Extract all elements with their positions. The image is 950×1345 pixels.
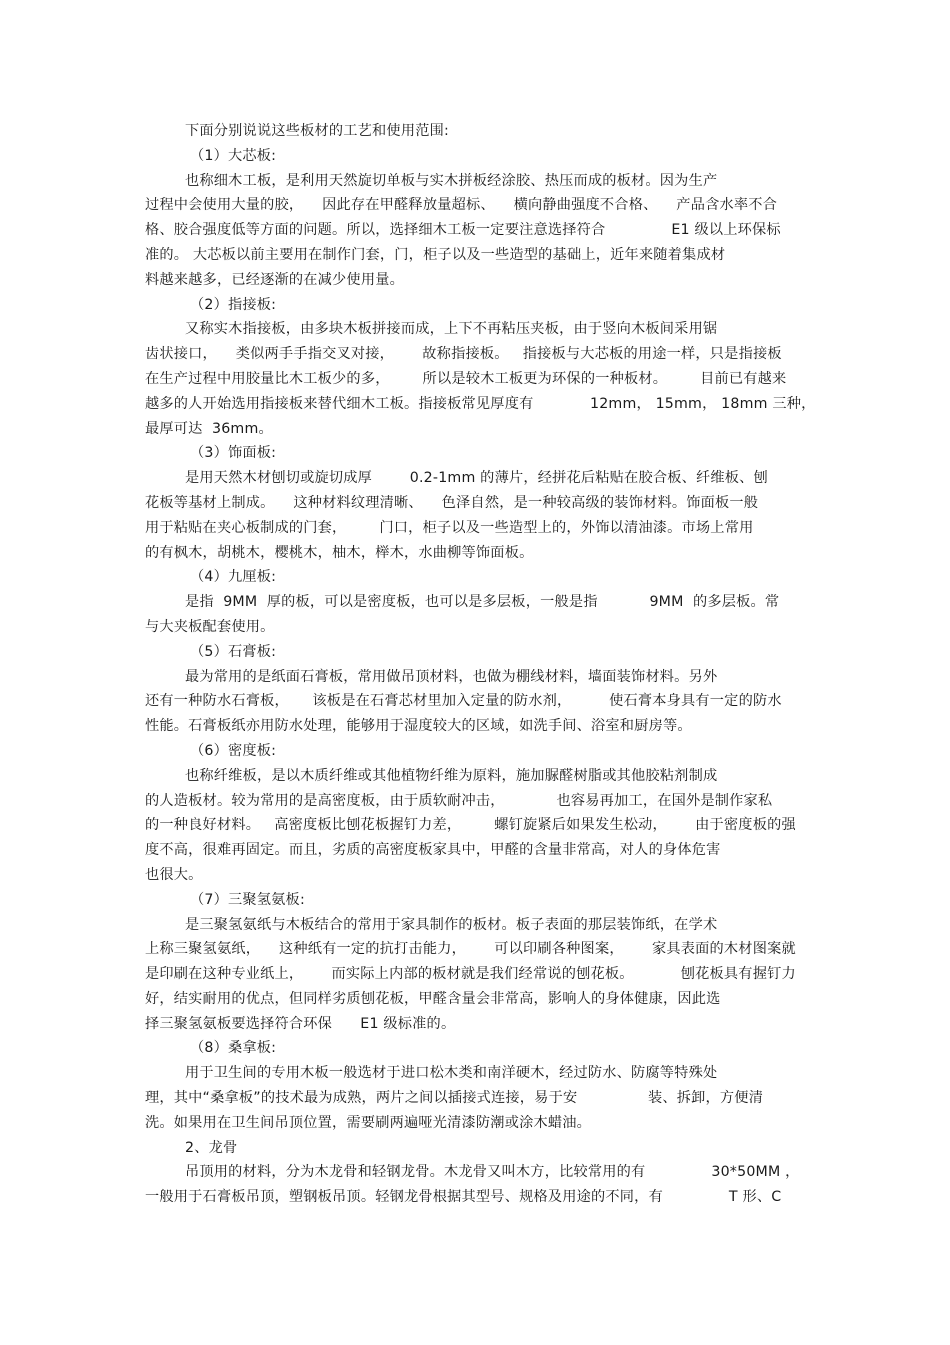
text-line: 一般用于石膏板吊顶，塑钢板吊顶。轻钢龙骨根据其型号、规格及用途的不同，有 T 形、C xyxy=(145,1189,782,1206)
text-line: 还有一种防水石膏板， 该板是在石膏芯材里加入定量的防水剂， 使石膏本身具有一定的防水 xyxy=(145,693,782,710)
text-line: 也很大。 xyxy=(145,866,203,883)
section-heading: （4）九厘板: xyxy=(190,569,277,586)
section-heading: （3）饰面板: xyxy=(190,445,277,462)
text-line: 是印刷在这种专业纸上， 而实际上内部的板材就是我们经常说的刨花板。 刨花板具有握钉力 xyxy=(145,966,796,983)
text-line: 最厚可达 36mm。 xyxy=(145,420,273,437)
text-line: 的一种良好材料。 高密度板比刨花板握钉力差， 螺钉旋紧后如果发生松动， 由于密度板的强 xyxy=(145,817,796,834)
text-line: 齿状接口， 类似两手手指交叉对接， 故称指接板。 指接板与大芯板的用途一样，只是指接板 xyxy=(145,346,782,363)
text-line: 也称纤维板，是以木质纤维或其他植物纤维为原料，施加脲醛树脂或其他胶粘剂制成 xyxy=(185,767,718,784)
text-line: 的人造板材。较为常用的是高密度板，由于质软耐冲击， 也容易再加工，在国外是制作家私 xyxy=(145,792,773,809)
text-line: 也称细木工板，是利用天然旋切单板与实木拼板经涂胶、热压而成的板材。因为生产 xyxy=(185,172,718,189)
text-line: 度不高，很难再固定。而且，劣质的高密度板家具中，甲醛的含量非常高，对人的身体危害 xyxy=(145,842,721,859)
document-body xyxy=(145,119,816,1210)
section-heading: （5）石膏板: xyxy=(190,643,277,660)
section-heading: （6）密度板: xyxy=(190,742,277,759)
text-line: 越多的人开始选用指接板来替代细木工板。指接板常见厚度有 12mm， 15mm， 18mm 三种， xyxy=(145,395,816,412)
text-line: 准的。 大芯板以前主要用在制作门套，门，柜子以及一些造型的基础上，近年来随着集成材 xyxy=(145,246,726,263)
text-line: 的有枫木，胡桃木，樱桃木，柚木，榉木，水曲柳等饰面板。 xyxy=(145,544,534,561)
section-heading: （2）指接板: xyxy=(190,296,277,313)
text-line: 是用天然木材刨切或旋切成厚 0.2-1mm 的薄片，经拼花后粘贴在胶合板、纤维板、刨 xyxy=(185,470,768,487)
text-line: 最为常用的是纸面石膏板，常用做吊顶材料，也做为棚线材料，墙面装饰材料。另外 xyxy=(185,668,718,685)
section-heading: （1）大芯板: xyxy=(190,147,277,164)
text-line: 下面分别说说这些板材的工艺和使用范围: xyxy=(185,123,449,139)
text-line: 是指 9MM 厚的板，可以是密度板，也可以是多层板，一般是指 9MM 的多层板。常 xyxy=(185,594,780,611)
text-line: 上称三聚氢氨纸， 这种纸有一定的抗打击能力， 可以印刷各种图案， 家具表面的木材图案就 xyxy=(145,941,796,958)
text-line: 过程中会使用大量的胶， 因此存在甲醛释放量超标、 横向静曲强度不合格、 产品含水率不合 xyxy=(145,197,778,214)
section-heading: （7）三聚氢氨板: xyxy=(190,891,305,908)
text-line: 格、胶合强度低等方面的问题。所以，选择细木工板一定要注意选择符合 E1 级以上环保标 xyxy=(145,222,781,239)
text-line: 是三聚氢氨纸与木板结合的常用于家具制作的板材。板子表面的那层装饰纸，在学术 xyxy=(185,916,718,933)
section-heading: （8）桑拿板: xyxy=(190,1040,277,1057)
text-line: 理，其中“桑拿板”的技术最为成熟，两片之间以插接式连接，易于安 装、拆卸，方便清 xyxy=(145,1090,764,1107)
text-line: 2、龙骨 xyxy=(185,1139,238,1156)
text-line: 料越来越多，已经逐渐的在减少使用量。 xyxy=(145,271,404,288)
text-line: 吊顶用的材料，分为木龙骨和轻钢龙骨。木龙骨又叫木方，比较常用的有 30*50MM ， xyxy=(185,1164,800,1181)
text-line: 好，结实耐用的优点，但同样劣质刨花板，甲醛含量会非常高，影响人的身体健康，因此选 xyxy=(145,990,721,1007)
text-line: 与大夹板配套使用。 xyxy=(145,618,275,635)
text-line: 洗。如果用在卫生间吊顶位置，需要刷两遍哑光清漆防潮或涂木蜡油。 xyxy=(145,1114,592,1131)
text-line: 在生产过程中用胶量比木工板少的多， 所以是较木工板更为环保的一种板材。 目前已有越来 xyxy=(145,370,787,387)
text-line: 又称实木指接板，由多块木板拼接而成，上下不再粘压夹板，由于竖向木板间采用锯 xyxy=(185,321,718,338)
text-line: 花板等基材上制成。 这种材料纹理清晰、 色泽自然，是一种较高级的装饰材料。饰面板一般 xyxy=(145,494,759,511)
text-line: 性能。石膏板纸亦用防水处理，能够用于湿度较大的区域，如洗手间、浴室和厨房等。 xyxy=(145,718,692,735)
text-line: 择三聚氢氨板要选择符合环保 E1 级标准的。 xyxy=(145,1015,456,1032)
text-line: 用于卫生间的专用木板一般选材于进口松木类和南洋硬木，经过防水、防腐等特殊处 xyxy=(185,1065,718,1082)
text-line: 用于粘贴在夹心板制成的门套， 门口，柜子以及一些造型上的，外饰以清油漆。市场上常用 xyxy=(145,519,754,536)
